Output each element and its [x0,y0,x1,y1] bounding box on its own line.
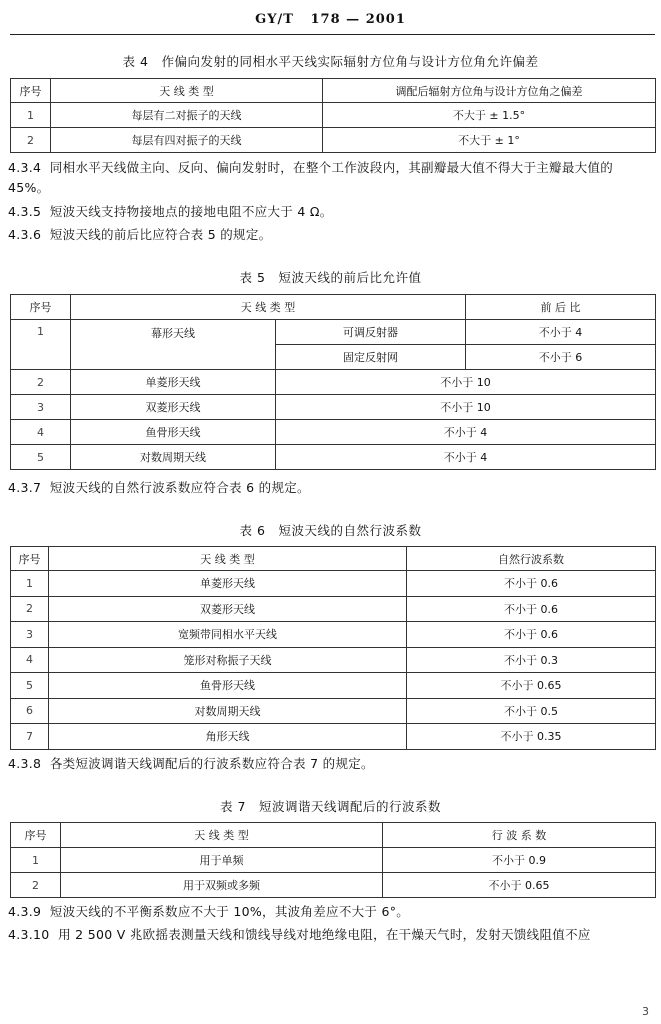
table-row [11,622,656,648]
clause-number: 4.3.9 [8,904,42,919]
row-number: 2 [11,873,61,898]
table-header-row [11,823,656,848]
reflector-type: 固定反射网 [276,345,466,370]
row-number: 1 [11,103,51,128]
paragraph-4-3-4 [8,158,656,198]
antenna-type: 每层有二对振子的天线 [51,103,323,128]
ratio-value: 不小于 10 [276,370,656,395]
table-row [11,698,656,724]
paragraph-4-3-6 [8,225,656,245]
table-6-caption: 表 6 短波天线的自然行波系数 [239,523,422,538]
table-5 [10,294,656,470]
row-number: 1 [11,320,71,370]
antenna-type: 双菱形天线 [71,395,276,420]
paragraph-4-3-10 [8,925,656,945]
coefficient-value: 不小于 0.65 [407,673,656,699]
table-7 [10,822,656,898]
antenna-type: 幕形天线 [71,320,276,370]
row-number: 5 [11,445,71,470]
coefficient-value: 不小于 0.35 [407,724,656,750]
table-4-caption: 表 4 作偏向发射的同相水平天线实际辐射方位角与设计方位角允许偏差 [122,54,539,69]
antenna-type: 笼形对称振子天线 [49,647,407,673]
table-header-row [11,547,656,571]
coefficient-value: 不小于 0.3 [407,647,656,673]
reflector-type: 可调反射器 [276,320,466,345]
table-row [11,103,656,128]
header-cell: 序号 [11,79,51,103]
table-5-caption: 表 5 短波天线的前后比允许值 [239,270,422,285]
coefficient-value: 不小于 0.6 [407,622,656,648]
clause-number: 4.3.8 [8,756,42,771]
standard-number: 178 — 2001 [310,12,406,27]
clause-text: 各类短波调谐天线调配后的行波系数应符合表 7 的规定。 [49,756,374,771]
row-number: 4 [11,647,49,673]
antenna-type: 每层有四对振子的天线 [51,128,323,153]
page-number: 3 [642,1005,649,1018]
clause-number: 4.3.7 [8,480,42,495]
table-row [11,647,656,673]
header-cell: 行 波 系 数 [383,823,656,848]
table-row [11,848,656,873]
table-row [11,420,656,445]
coefficient-value: 不小于 0.6 [407,571,656,597]
ratio-value: 不小于 6 [466,345,656,370]
paragraph-4-3-5 [8,202,656,222]
clause-number: 4.3.4 [8,160,42,175]
coefficient-value: 不小于 0.65 [383,873,656,898]
table-row [11,873,656,898]
table-header-row [11,79,656,103]
ratio-value: 不小于 4 [466,320,656,345]
coefficient-value: 不小于 0.9 [383,848,656,873]
paragraph-4-3-8 [8,754,656,774]
header-cell: 前 后 比 [466,295,656,320]
coefficient-value: 不小于 0.6 [407,596,656,622]
antenna-type: 双菱形天线 [49,596,407,622]
row-number: 1 [11,571,49,597]
table-row [11,673,656,699]
table-row [11,370,656,395]
header-cell: 自然行波系数 [407,547,656,571]
deviation-value: 不大于 ± 1.5° [323,103,656,128]
paragraph-4-3-9 [8,902,656,922]
antenna-type: 用于双频或多频 [61,873,383,898]
row-number: 7 [11,724,49,750]
table-4 [10,78,656,153]
row-number: 4 [11,420,71,445]
clause-number: 4.3.10 [8,927,50,942]
row-number: 2 [11,596,49,622]
antenna-type: 对数周期天线 [71,445,276,470]
ratio-value: 不小于 4 [276,420,656,445]
clause-number: 4.3.5 [8,204,42,219]
antenna-type: 鱼骨形天线 [49,673,407,699]
row-number: 2 [11,128,51,153]
header-cell: 天 线 类 型 [71,295,466,320]
row-number: 5 [11,673,49,699]
table-row [11,596,656,622]
table-header-row [11,295,656,320]
header-cell: 天 线 类 型 [61,823,383,848]
header-cell: 序号 [11,823,61,848]
clause-text: 短波天线的不平衡系数应不大于 10%，其波角差应不大于 6°。 [49,904,410,919]
deviation-value: 不大于 ± 1° [323,128,656,153]
clause-text: 短波天线的自然行波系数应符合表 6 的规定。 [49,480,310,495]
row-number: 1 [11,848,61,873]
table-row [11,571,656,597]
header-cell: 天 线 类 型 [49,547,407,571]
ratio-value: 不小于 10 [276,395,656,420]
row-number: 6 [11,698,49,724]
header-cell: 天 线 类 型 [51,79,323,103]
antenna-type: 用于单频 [61,848,383,873]
table-row [11,320,656,345]
header-cell: 序号 [11,547,49,571]
table-row [11,724,656,750]
clause-text: 用 2 500 V 兆欧摇表测量天线和馈线导线对地绝缘电阻，在干燥天气时，发射天馈线阻值不应 [58,927,591,942]
row-number: 2 [11,370,71,395]
table-row [11,445,656,470]
page-header [0,12,661,27]
antenna-type: 宽频带同相水平天线 [49,622,407,648]
table-6 [10,546,656,750]
antenna-type: 对数周期天线 [49,698,407,724]
table-7-caption: 表 7 短波调谐天线调配后的行波系数 [220,799,441,814]
antenna-type: 鱼骨形天线 [71,420,276,445]
ratio-value: 不小于 4 [276,445,656,470]
standard-code: GY/T [255,12,294,27]
clause-number: 4.3.6 [8,227,42,242]
coefficient-value: 不小于 0.5 [407,698,656,724]
row-number: 3 [11,395,71,420]
clause-text: 短波天线支持物接地点的接地电阻不应大于 4 Ω。 [49,204,333,219]
table-row [11,395,656,420]
antenna-type: 单菱形天线 [71,370,276,395]
header-cell: 调配后辐射方位角与设计方位角之偏差 [323,79,656,103]
clause-text: 短波天线的前后比应符合表 5 的规定。 [49,227,272,242]
table-row [11,128,656,153]
header-cell: 序号 [11,295,71,320]
header-rule [10,34,655,35]
antenna-type: 角形天线 [49,724,407,750]
antenna-type: 单菱形天线 [49,571,407,597]
row-number: 3 [11,622,49,648]
clause-text: 同相水平天线做主向、反向、偏向发射时，在整个工作波段内，其副瓣最大值不得大于主瓣最大值的 45%。 [8,160,614,195]
paragraph-4-3-7 [8,478,656,498]
